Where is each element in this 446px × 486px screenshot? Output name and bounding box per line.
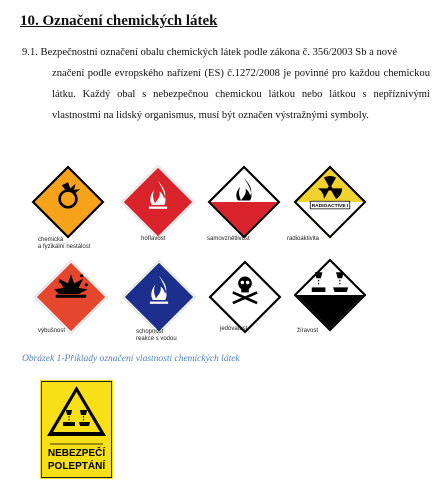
- flame-icon: [121, 259, 197, 335]
- corrosion-icon: [40, 380, 113, 479]
- corrosion-icon: [292, 257, 368, 333]
- sign-label: žíravost: [297, 328, 319, 334]
- sign-label: schopnost: [136, 329, 164, 335]
- radioactive-label: RADIOACTIVE I: [311, 203, 349, 209]
- skull-crossbones-icon: [207, 259, 283, 335]
- exploding-circle-icon: [30, 164, 106, 240]
- sign-label: chemická: [38, 237, 64, 243]
- paragraph-line1: 9.1. Bezpečnostní označení obalu chemických látek podle zákona č. 356/2003 Sb a nové: [22, 47, 398, 58]
- sign-label: jedovatost: [220, 326, 248, 332]
- sign-label: a fyzikální nestálost: [38, 244, 91, 250]
- sign-label: hořlavost: [141, 236, 166, 242]
- figure-caption: Obrázek 1-Příklady označení vlastností chemických látek: [22, 354, 240, 364]
- sign-label: samovznětlivost: [207, 236, 250, 242]
- warning-text-line2: POLEPTÁNÍ: [47, 461, 106, 472]
- paragraph-body: značení podle evropského nařízení (ES) č.1272/2008 je povinné pro každou chemickou látku. Každý obal s nebezpečnou chemickou látkou nebo látkou s nepříznivými vlastnostmi na lidský organismus, musí být označen výstražnými symboly.: [52, 68, 430, 121]
- warning-text-line1: NEBEZPEČÍ: [47, 448, 106, 459]
- sign-label: reakce s vodou: [136, 336, 177, 342]
- section-heading: 10. Označení chemických látek: [20, 13, 218, 29]
- sign-label: výbušnost: [38, 328, 66, 334]
- explosion-icon: [33, 259, 109, 335]
- sign-self-ignition: [206, 164, 282, 240]
- sign-chemical-instability: [30, 164, 106, 240]
- sign-corrosive: [292, 257, 368, 333]
- sign-flammability: [120, 164, 196, 240]
- paragraph-number: 9.1.: [22, 47, 38, 58]
- flame-icon: [120, 164, 196, 240]
- flame-icon: [206, 164, 282, 240]
- sign-water-reactive: [121, 259, 197, 335]
- sign-label: radioaktivita: [287, 236, 320, 242]
- warning-sign-poleptani: [40, 380, 113, 479]
- paragraph: [22, 42, 430, 126]
- radiation-trefoil-icon: [292, 164, 368, 240]
- sign-radioactivity: [292, 164, 368, 240]
- sign-explosive: [33, 259, 109, 335]
- sign-toxic: [207, 259, 283, 335]
